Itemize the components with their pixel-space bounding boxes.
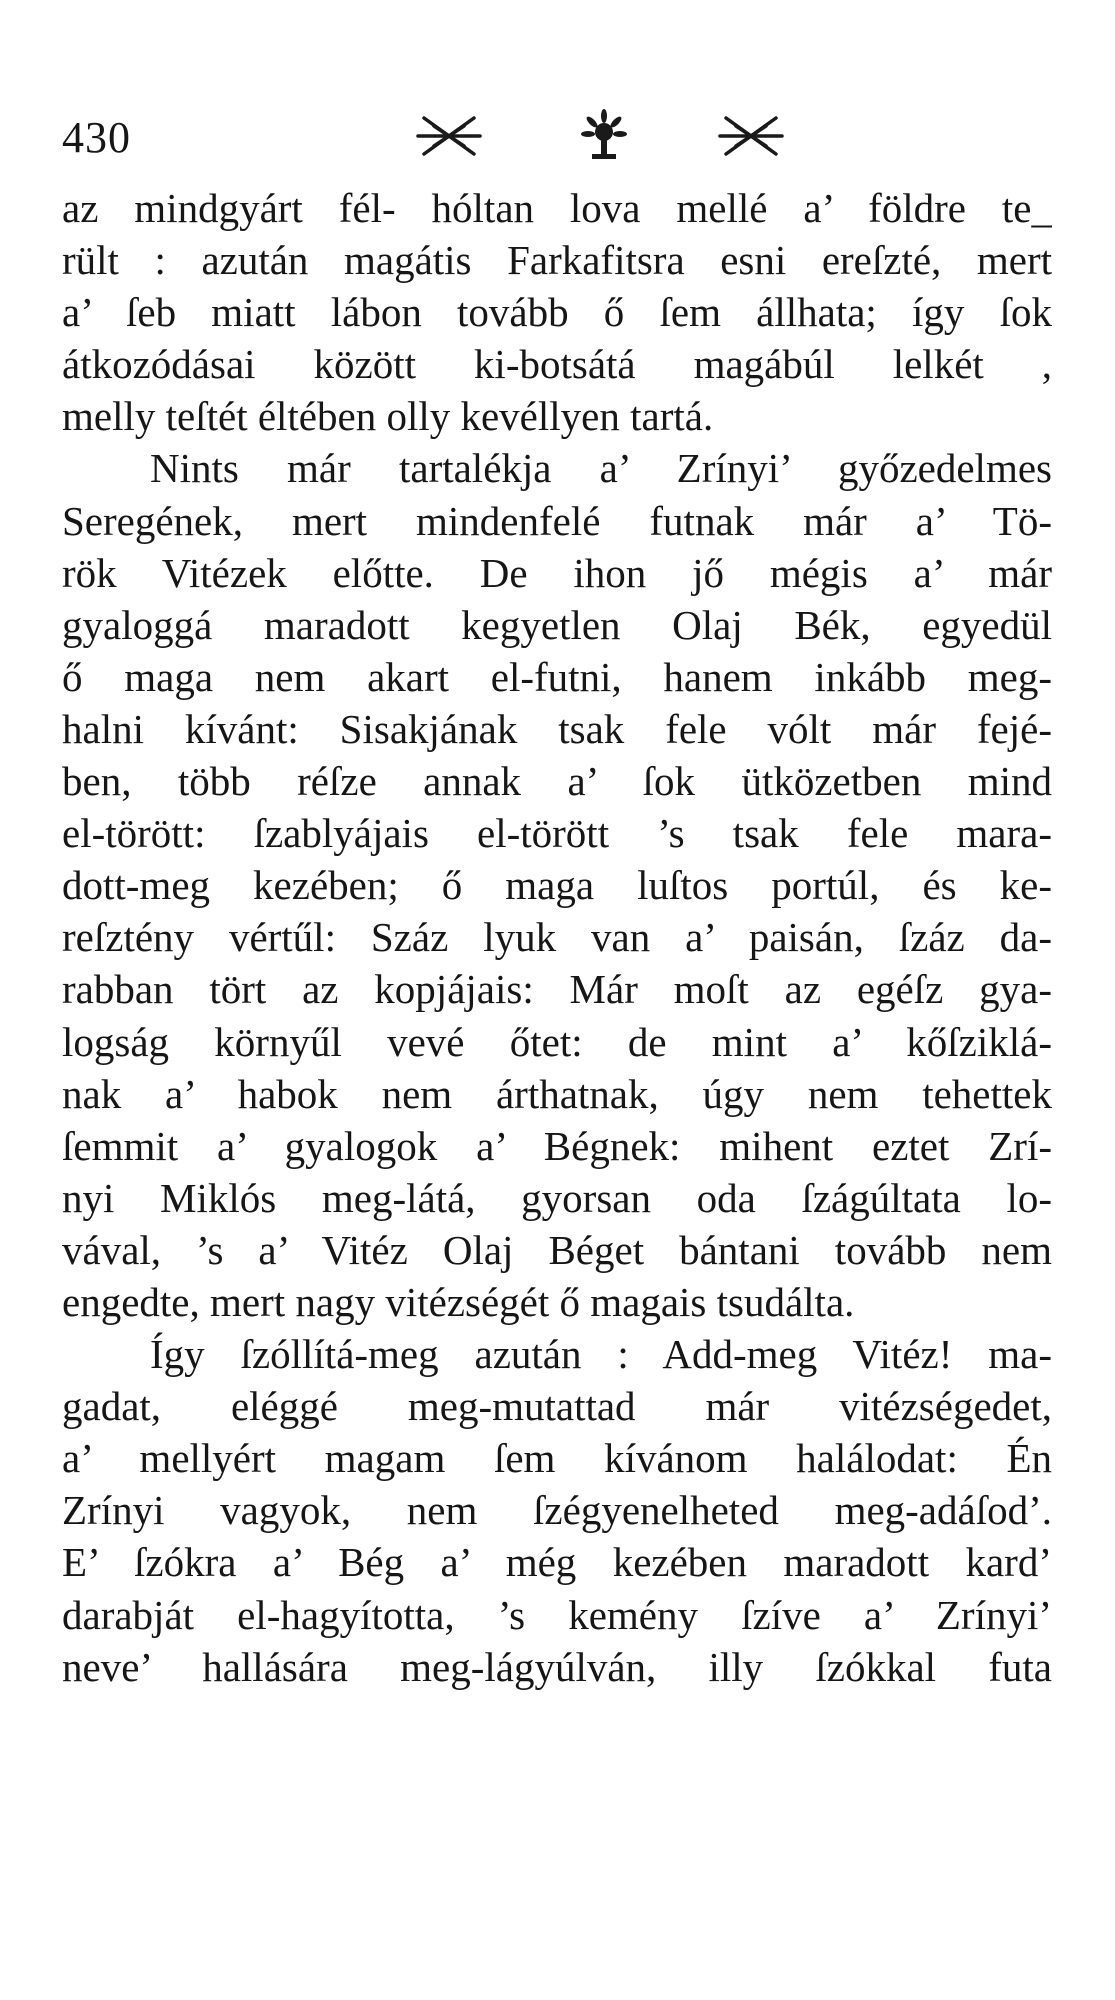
text-line: az mindgyárt fél- hóltan lova mellé a’ földre te_ bbox=[62, 185, 1052, 231]
text-line: Így ſzóllítá-meg azután : Add-meg Vitéz! ma- bbox=[150, 1331, 1052, 1378]
text-line: a’ ſeb miatt lábon tovább ő ſem állhata; így ſok bbox=[62, 289, 1052, 336]
text-line: dott-meg kezében; ő maga luſtos portúl, és ke- bbox=[62, 862, 1052, 909]
text-line: Zrínyi vagyok, nem ſzégyenelheted meg-adáſod’. bbox=[62, 1487, 1052, 1534]
text-line: rült : azután magátis Farkafitsra esni ereſzté, mert bbox=[62, 237, 1052, 284]
text-line: engedte, mert nagy vitézségét ő magais tsudálta. bbox=[62, 1278, 855, 1325]
text-line: Seregének, mert mindenfelé futnak már a’ Tö- bbox=[62, 497, 1052, 544]
text-line: Nints már tartalékja a’ Zrínyi’ győzedelmes bbox=[150, 445, 1052, 492]
text-line: neve’ hallására meg-lágyúlván, illy ſzókkal futa bbox=[62, 1643, 1052, 1690]
page-number: 430 bbox=[62, 113, 131, 162]
text-line: vával, ’s a’ Vitéz Olaj Béget bántani tovább nem bbox=[62, 1226, 1052, 1273]
body-text bbox=[62, 182, 1052, 1693]
text-line: ben, több réſze annak a’ ſok ütközetben mind bbox=[62, 758, 1052, 805]
text-line: E’ ſzókra a’ Bég a’ még kezében maradott kard’ bbox=[62, 1539, 1052, 1586]
text-line: gadat, eléggé meg-mutattad már vitézségedet, bbox=[62, 1383, 1052, 1430]
text-line: darabját el-hagyította, ’s kemény ſzíve a’ Zrínyi’ bbox=[62, 1591, 1052, 1638]
text-line: melly teſtét éltében olly kevéllyen tartá. bbox=[62, 393, 714, 440]
text-line: reſztény vértűl: Száz lyuk van a’ paisán, ſzáz da- bbox=[62, 914, 1052, 961]
decorative-ornament-icon bbox=[414, 108, 794, 164]
text-line: rabban tört az kopjájais: Már moſt az egéſz gya- bbox=[62, 966, 1052, 1013]
text-line: logság környűl vevé őtet: de mint a’ kőſziklá- bbox=[62, 1018, 1052, 1065]
text-line: rök Vitézek előtte. De ihon jő mégis a’ már bbox=[62, 549, 1052, 596]
text-line: gyaloggá maradott kegyetlen Olaj Bék, egyedül bbox=[62, 601, 1052, 648]
text-line: ſemmit a’ gyalogok a’ Bégnek: mihent eztet Zrí- bbox=[62, 1122, 1052, 1169]
text-line: halni kívánt: Sisakjának tsak fele vólt már fejé- bbox=[62, 705, 1052, 752]
text-line: nyi Miklós meg-látá, gyorsan oda ſzágúltata lo- bbox=[62, 1174, 1052, 1221]
text-line: ő maga nem akart el-futni, hanem inkább meg- bbox=[62, 653, 1052, 700]
text-line: el-törött: ſzablyájais el-törött ’s tsak fele mara- bbox=[62, 810, 1052, 857]
page-header bbox=[62, 112, 1062, 172]
text-line: a’ mellyért magam ſem kívánom halálodat: Én bbox=[62, 1435, 1052, 1482]
text-line: átkozódásai között ki-botsátá magábúl lelkét , bbox=[62, 341, 1052, 388]
text-line: nak a’ habok nem árthatnak, úgy nem tehettek bbox=[62, 1070, 1052, 1117]
